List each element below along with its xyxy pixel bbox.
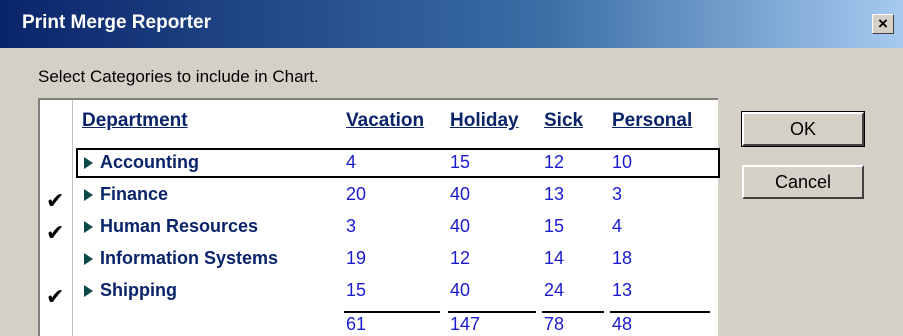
vacation-cell: 19 [346,248,367,268]
sick-cell: 13 [544,184,565,204]
sick-cell: 14 [544,248,565,268]
expand-arrow-icon[interactable] [84,157,93,169]
check-column [40,100,73,336]
title-bar [0,0,903,48]
holiday-total: 147 [450,314,481,334]
sick-cell: 12 [544,152,565,172]
total-divider [448,311,536,313]
dept-name: Information Systems [100,248,279,268]
instruction-label: Select Categories to include in Chart. [38,67,319,86]
expand-arrow-icon[interactable] [84,285,93,297]
header-personal[interactable]: Personal [612,110,693,131]
expand-arrow-icon[interactable] [84,189,93,201]
total-divider [542,311,604,313]
expand-arrow-icon[interactable] [84,221,93,233]
sick-cell: 24 [544,280,565,300]
header-department[interactable]: Department [82,110,188,131]
dept-name: Human Resources [100,216,259,236]
holiday-cell: 40 [450,184,471,204]
header-holiday[interactable]: Holiday [450,110,519,131]
personal-cell: 18 [612,248,633,268]
dept-name: Finance [100,184,169,204]
expand-arrow-icon[interactable] [84,253,93,265]
vacation-cell: 20 [346,184,367,204]
dept-name: Shipping [100,280,177,300]
row-check-shipping[interactable]: ✔ [46,284,65,309]
vacation-cell: 3 [346,216,357,236]
vacation-cell: 4 [346,152,357,172]
header-vacation[interactable]: Vacation [346,110,425,131]
personal-cell: 10 [612,152,633,172]
personal-cell: 13 [612,280,633,300]
row-check-human-resources[interactable]: ✔ [46,220,65,245]
personal-cell: 4 [612,216,623,236]
dept-name: Accounting [100,152,199,172]
close-button[interactable]: × [872,14,894,34]
holiday-cell: 40 [450,280,471,300]
sick-cell: 15 [544,216,565,236]
holiday-cell: 15 [450,152,471,172]
header-sick[interactable]: Sick [544,110,584,131]
window-title: Print Merge Reporter [22,12,211,33]
personal-cell: 3 [612,184,623,204]
holiday-cell: 12 [450,248,471,268]
cancel-button[interactable]: Cancel [742,165,864,199]
vacation-total: 61 [346,314,367,334]
sick-total: 78 [544,314,565,334]
total-divider [610,311,710,313]
total-divider [344,311,440,313]
personal-total: 48 [612,314,633,334]
ok-button[interactable]: OK [742,112,864,146]
holiday-cell: 40 [450,216,471,236]
row-check-finance[interactable]: ✔ [46,188,65,213]
vacation-cell: 15 [346,280,367,300]
category-grid [38,98,718,336]
